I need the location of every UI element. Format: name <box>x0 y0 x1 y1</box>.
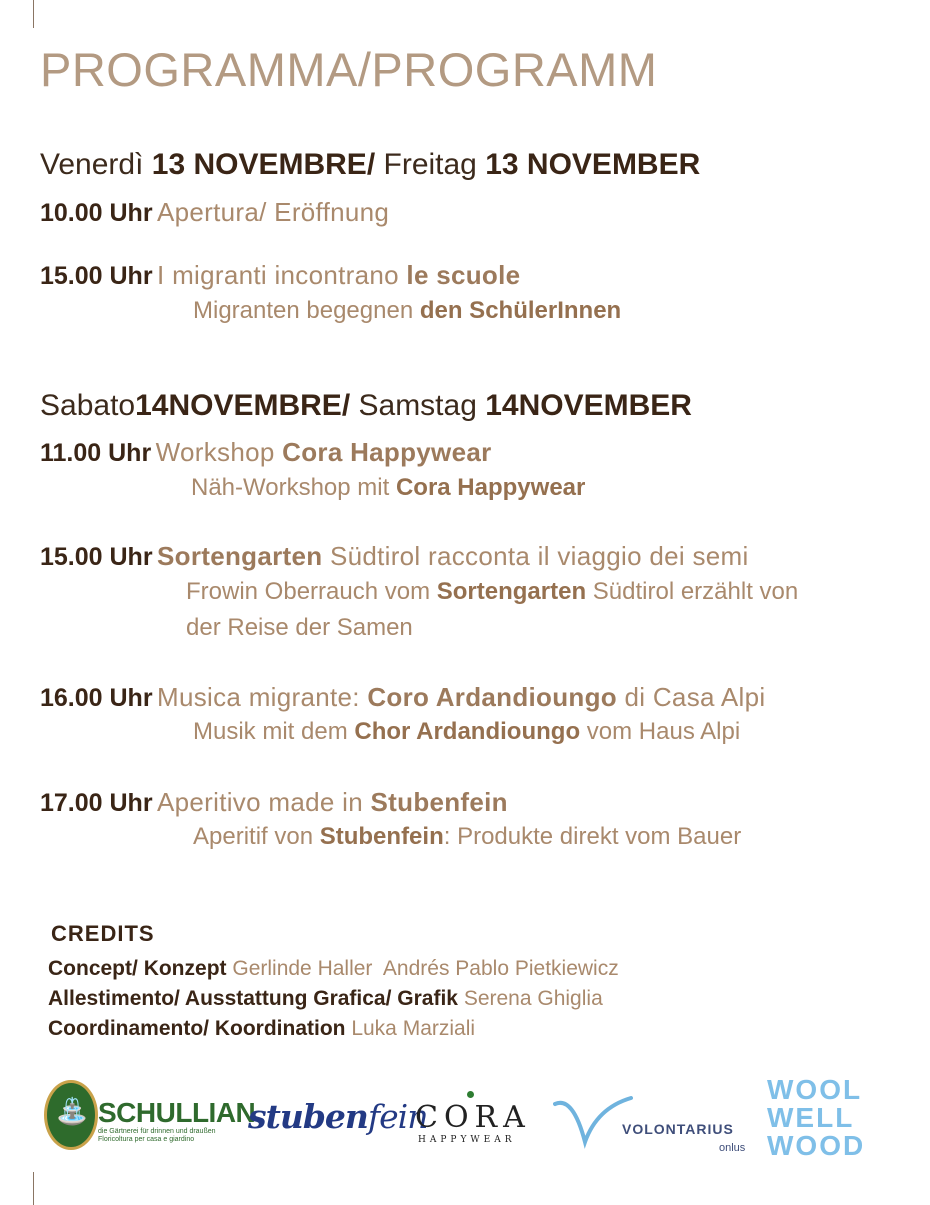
event-row: 15.00 Uhr I migranti incontrano le scuole <box>40 260 521 290</box>
watering-can-icon: ⛲ <box>56 1096 89 1126</box>
event-row: 16.00 Uhr Musica migrante: Coro Ardandioungo di Casa Alpi <box>40 682 766 712</box>
stubenfein-logo: stubenfein <box>248 1097 428 1136</box>
day1-heading: Venerdì 13 NOVEMBRE/ Freitag 13 NOVEMBER <box>40 148 701 181</box>
cora-logo: CORA <box>415 1100 531 1135</box>
page-title: PROGRAMMA/PROGRAMM <box>40 43 658 96</box>
crop-mark-top <box>33 0 34 28</box>
event-de-line: Frowin Oberrauch vom Sortengarten Südtirol erzählt von <box>186 578 799 605</box>
event-de-line: Migranten begegnen den SchülerInnen <box>193 297 622 324</box>
event-de-line: Näh-Workshop mit Cora Happywear <box>191 474 586 501</box>
volontarius-logo: VOLONTARIUS <box>622 1121 734 1137</box>
event-row: 17.00 Uhr Aperitivo made in Stubenfein <box>40 787 508 817</box>
event-de-line: der Reise der Samen <box>186 614 413 641</box>
event-de-line: Aperitif von Stubenfein: Produkte direkt vom Bauer <box>193 823 742 850</box>
cora-leaf-icon <box>467 1091 474 1098</box>
event-row: 10.00 Uhr Apertura/ Eröffnung <box>40 197 390 227</box>
event-de-line: Musik mit dem Chor Ardandioungo vom Haus Alpi <box>193 718 741 745</box>
cora-logo-subtitle: HAPPYWEAR <box>418 1135 516 1145</box>
volontarius-subtitle: onlus <box>719 1142 746 1154</box>
event-row: 15.00 Uhr Sortengarten Südtirol racconta il viaggio dei semi <box>40 541 749 571</box>
credits-heading: CREDITS <box>51 921 155 946</box>
credit-line-coordinamento: Coordinamento/ Koordination Luka Marziali <box>48 1017 476 1040</box>
volontarius-v-icon <box>553 1090 633 1150</box>
credit-line-concept: Concept/ Konzept Gerlinde Haller Andrés Pablo Pietkiewicz <box>48 957 619 980</box>
event-row: 11.00 Uhr Workshop Cora Happywear <box>40 437 492 467</box>
schullian-logo: SCHULLIAN die Gärtnerei für drinnen und draußen Floricoltura per casa e giardino <box>98 1097 256 1143</box>
woolwellwood-logo: WOOL WELL WOOD <box>767 1074 866 1161</box>
credit-line-allestimento: Allestimento/ Ausstattung Grafica/ Grafik Serena Ghiglia <box>48 987 603 1010</box>
crop-mark-bottom <box>33 1172 34 1205</box>
day2-heading: Sabato14NOVEMBRE/ Samstag 14NOVEMBER <box>40 389 692 422</box>
